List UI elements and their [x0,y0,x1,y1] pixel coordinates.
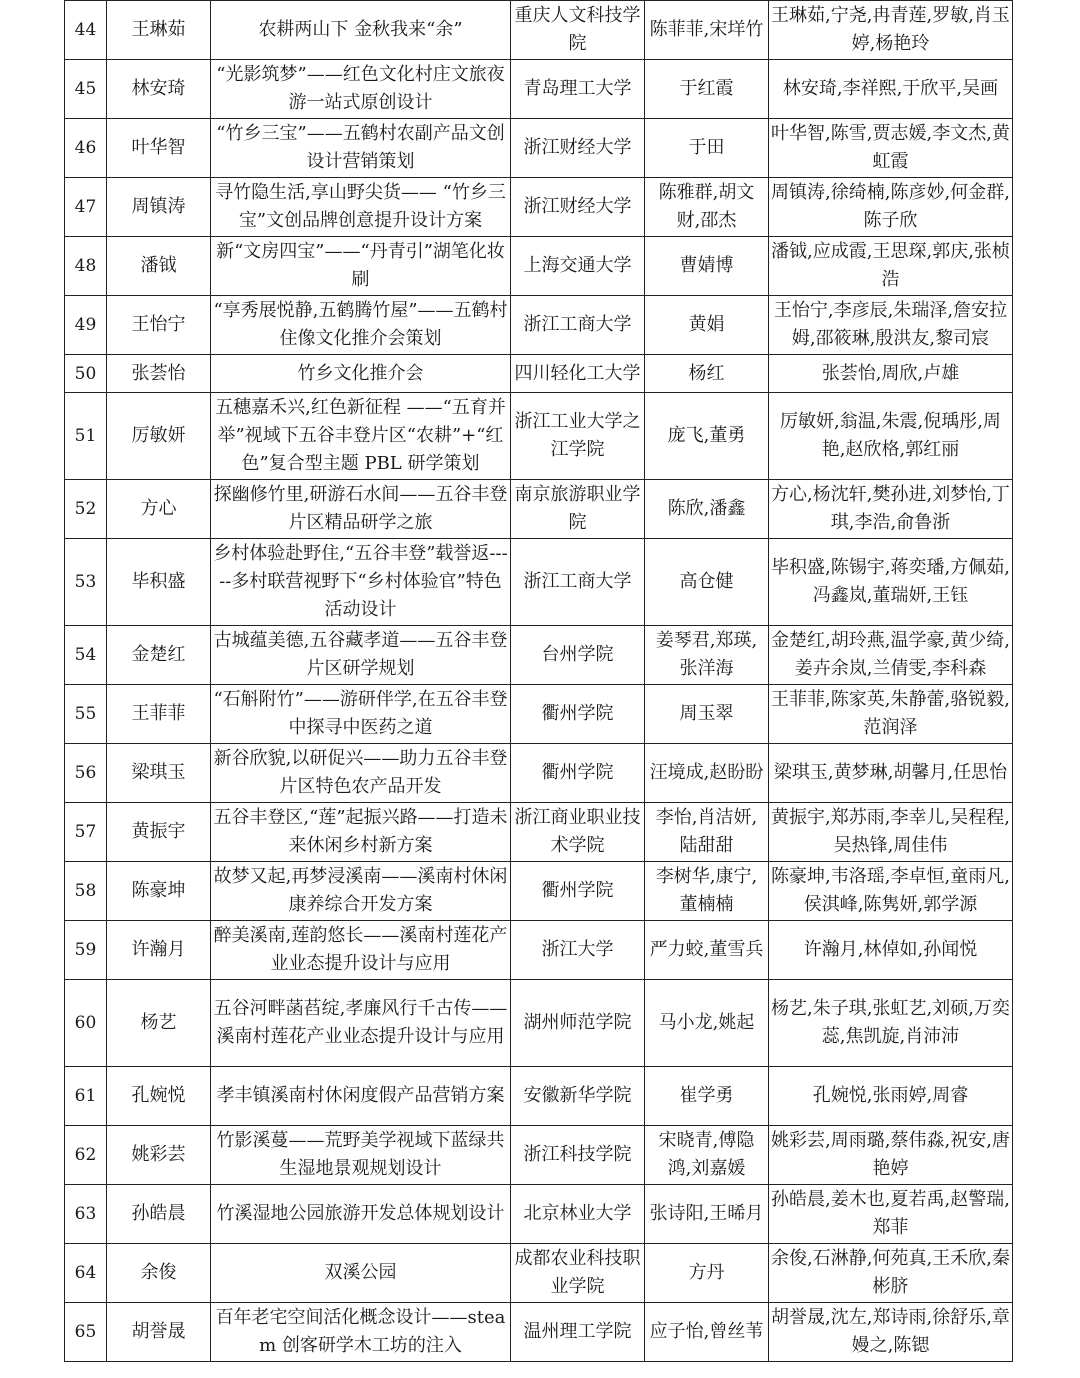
table-row [65,921,1013,980]
row-number: 57 [65,803,107,862]
school-name: 北京林业大学 [511,1185,645,1244]
school-name: 温州理工学院 [511,1303,645,1362]
school-name: 安徽新华学院 [511,1067,645,1126]
advisor-names: 崔学勇 [645,1067,769,1126]
advisor-names: 李树华,康宁,董楠楠 [645,862,769,921]
team-members: 陈豪坤,韦洛瑶,李卓恒,童雨凡,侯淇峰,陈隽妍,郭学源 [769,862,1013,921]
row-number: 50 [65,355,107,393]
school-name: 浙江工商大学 [511,539,645,626]
table-row [65,862,1013,921]
project-title: 新“文房四宝”——“丹青引”湖笔化妆刷 [211,237,511,296]
table-row [65,1126,1013,1185]
advisor-names: 黄娟 [645,296,769,355]
row-number: 56 [65,744,107,803]
row-number: 44 [65,1,107,60]
team-leader: 方心 [107,480,211,539]
table-row [65,1,1013,60]
table-row [65,480,1013,539]
project-title: 百年老宅空间活化概念设计——steam 创客研学木工坊的注入 [211,1303,511,1362]
advisor-names: 严力蛟,董雪兵 [645,921,769,980]
project-title: 五穗嘉禾兴,红色新征程 ——“五育并举”视域下五谷丰登片区“农耕”+“红色”复合型主题 PBL 研学策划 [211,393,511,480]
project-title: “光影筑梦”——红色文化村庄文旅夜游一站式原创设计 [211,60,511,119]
team-members: 张荟怡,周欣,卢雄 [769,355,1013,393]
team-members: 余俊,石淋静,何苑真,王禾欣,秦彬脐 [769,1244,1013,1303]
project-title: “享秀展悦静,五鹤腾竹屋”——五鹤村住像文化推介会策划 [211,296,511,355]
team-leader: 叶华智 [107,119,211,178]
team-leader: 胡誉晟 [107,1303,211,1362]
project-title: 探幽修竹里,研游石水间——五谷丰登片区精品研学之旅 [211,480,511,539]
team-leader: 梁琪玉 [107,744,211,803]
advisor-names: 杨红 [645,355,769,393]
project-title: 五谷河畔菡萏绽,孝廉风行千古传——溪南村莲花产业业态提升设计与应用 [211,980,511,1067]
school-name: 重庆人文科技学院 [511,1,645,60]
advisor-names: 方丹 [645,1244,769,1303]
advisor-names: 汪境成,赵盼盼 [645,744,769,803]
school-name: 浙江财经大学 [511,119,645,178]
team-leader: 潘钺 [107,237,211,296]
team-members: 胡誉晟,沈左,郑诗雨,徐舒乐,章嫚之,陈锶 [769,1303,1013,1362]
team-members: 周镇涛,徐绮楠,陈彦妙,何金群,陈子欣 [769,178,1013,237]
table-row [65,237,1013,296]
advisor-names: 高仓健 [645,539,769,626]
project-title: “竹乡三宝”——五鹤村农副产品文创设计营销策划 [211,119,511,178]
school-name: 成都农业科技职业学院 [511,1244,645,1303]
table-row [65,119,1013,178]
school-name: 浙江工业大学之江学院 [511,393,645,480]
table-row [65,1303,1013,1362]
school-name: 浙江大学 [511,921,645,980]
school-name: 四川轻化工大学 [511,355,645,393]
table-row [65,178,1013,237]
team-members: 金楚红,胡玲燕,温学豪,黄少绮,姜卉余岚,兰倩雯,李科森 [769,626,1013,685]
team-leader: 孔婉悦 [107,1067,211,1126]
school-name: 浙江商业职业技术学院 [511,803,645,862]
project-title: 竹乡文化推介会 [211,355,511,393]
team-members: 厉敏妍,翁温,朱震,倪瑀彤,周艳,赵欣格,郭红丽 [769,393,1013,480]
row-number: 65 [65,1303,107,1362]
advisor-names: 应子怡,曾丝苇 [645,1303,769,1362]
table-row [65,355,1013,393]
row-number: 48 [65,237,107,296]
team-members: 杨艺,朱子琪,张虹艺,刘硕,万奕蕊,焦凯旋,肖沛沛 [769,980,1013,1067]
advisor-names: 周玉翠 [645,685,769,744]
team-members: 黄振宇,郑苏雨,李幸儿,吴程程,吴热锋,周佳伟 [769,803,1013,862]
table-row [65,1067,1013,1126]
table-row [65,539,1013,626]
team-leader: 孙皓晨 [107,1185,211,1244]
school-name: 浙江财经大学 [511,178,645,237]
project-title: 双溪公园 [211,1244,511,1303]
advisor-names: 庞飞,董勇 [645,393,769,480]
team-members: 毕积盛,陈锡宇,蒋奕璠,方佩茹,冯鑫岚,董瑞妍,王钰 [769,539,1013,626]
results-table [64,0,1013,1362]
team-leader: 黄振宇 [107,803,211,862]
row-number: 60 [65,980,107,1067]
advisor-names: 于田 [645,119,769,178]
project-title: 新谷欣貌,以研促兴——助力五谷丰登片区特色农产品开发 [211,744,511,803]
team-leader: 周镇涛 [107,178,211,237]
team-members: 林安琦,李祥熙,于欣平,吴画 [769,60,1013,119]
row-number: 59 [65,921,107,980]
row-number: 45 [65,60,107,119]
team-members: 许瀚月,林倬如,孙闻悦 [769,921,1013,980]
team-members: 王菲菲,陈家英,朱静蕾,骆锐毅,范润泽 [769,685,1013,744]
table-row [65,1185,1013,1244]
advisor-names: 李怡,肖洁妍,陆甜甜 [645,803,769,862]
table-row [65,60,1013,119]
project-title: 醉美溪南,莲韵悠长——溪南村莲花产业业态提升设计与应用 [211,921,511,980]
team-members: 姚彩芸,周雨璐,蔡伟淼,祝安,唐艳婷 [769,1126,1013,1185]
advisor-names: 陈欣,潘鑫 [645,480,769,539]
team-members: 方心,杨沈轩,樊孙进,刘梦怡,丁琪,李浩,俞鲁浙 [769,480,1013,539]
advisor-names: 于红霞 [645,60,769,119]
school-name: 浙江工商大学 [511,296,645,355]
team-leader: 余俊 [107,1244,211,1303]
table-row [65,1244,1013,1303]
table-body [65,1,1013,1362]
team-leader: 陈豪坤 [107,862,211,921]
advisor-names: 姜琴君,郑瑛,张洋海 [645,626,769,685]
project-title: 竹溪湿地公园旅游开发总体规划设计 [211,1185,511,1244]
table-row [65,393,1013,480]
table-row [65,744,1013,803]
team-leader: 姚彩芸 [107,1126,211,1185]
row-number: 55 [65,685,107,744]
team-members: 孔婉悦,张雨婷,周睿 [769,1067,1013,1126]
advisor-names: 宋晓青,傅隐鸿,刘嘉媛 [645,1126,769,1185]
project-title: 古城蕴美德,五谷藏孝道——五谷丰登片区研学规划 [211,626,511,685]
row-number: 64 [65,1244,107,1303]
row-number: 54 [65,626,107,685]
table-row [65,980,1013,1067]
team-members: 王琳茹,宁尧,冉青莲,罗敏,肖玉婷,杨艳玲 [769,1,1013,60]
row-number: 63 [65,1185,107,1244]
team-leader: 厉敏妍 [107,393,211,480]
row-number: 47 [65,178,107,237]
team-leader: 毕积盛 [107,539,211,626]
school-name: 台州学院 [511,626,645,685]
table-row [65,626,1013,685]
school-name: 南京旅游职业学院 [511,480,645,539]
team-leader: 林安琦 [107,60,211,119]
advisor-names: 陈菲菲,宋垟竹 [645,1,769,60]
project-title: 孝丰镇溪南村休闲度假产品营销方案 [211,1067,511,1126]
advisor-names: 陈雅群,胡文财,邵杰 [645,178,769,237]
team-members: 潘钺,应成霞,王思琛,郭庆,张桢浩 [769,237,1013,296]
table-row [65,296,1013,355]
project-title: “石斛附竹”——游研伴学,在五谷丰登中探寻中医药之道 [211,685,511,744]
team-leader: 王怡宁 [107,296,211,355]
advisor-names: 马小龙,姚起 [645,980,769,1067]
project-title: 乡村体验赴野住,“五谷丰登”载誉返-----多村联营视野下“乡村体验官”特色活动设计 [211,539,511,626]
team-members: 王怡宁,李彦辰,朱瑞泽,詹安拉姆,邵筱琳,殷洪友,黎司宸 [769,296,1013,355]
team-leader: 王菲菲 [107,685,211,744]
school-name: 衢州学院 [511,862,645,921]
team-members: 梁琪玉,黄梦琳,胡馨月,任思怡 [769,744,1013,803]
project-title: 故梦又起,再梦浸溪南——溪南村休闲康养综合开发方案 [211,862,511,921]
row-number: 51 [65,393,107,480]
advisor-names: 曹婧博 [645,237,769,296]
project-title: 竹影溪蔓——荒野美学视域下蓝绿共生湿地景观规划设计 [211,1126,511,1185]
table-row [65,685,1013,744]
row-number: 53 [65,539,107,626]
row-number: 62 [65,1126,107,1185]
school-name: 衢州学院 [511,685,645,744]
project-title: 农耕两山下 金秋我来“余” [211,1,511,60]
school-name: 衢州学院 [511,744,645,803]
row-number: 58 [65,862,107,921]
row-number: 52 [65,480,107,539]
team-leader: 王琳茹 [107,1,211,60]
school-name: 浙江科技学院 [511,1126,645,1185]
team-members: 叶华智,陈雪,贾志媛,李文杰,黄虹霞 [769,119,1013,178]
row-number: 49 [65,296,107,355]
team-leader: 许瀚月 [107,921,211,980]
project-title: 五谷丰登区,“莲”起振兴路——打造未来休闲乡村新方案 [211,803,511,862]
team-leader: 张荟怡 [107,355,211,393]
team-leader: 金楚红 [107,626,211,685]
school-name: 青岛理工大学 [511,60,645,119]
advisor-names: 张诗阳,王晞月 [645,1185,769,1244]
team-members: 孙皓晨,姜木也,夏若禹,赵警瑞,郑菲 [769,1185,1013,1244]
row-number: 46 [65,119,107,178]
school-name: 上海交通大学 [511,237,645,296]
project-title: 寻竹隐生活,享山野尖货—— “竹乡三宝”文创品牌创意提升设计方案 [211,178,511,237]
table-row [65,803,1013,862]
team-leader: 杨艺 [107,980,211,1067]
row-number: 61 [65,1067,107,1126]
school-name: 湖州师范学院 [511,980,645,1067]
